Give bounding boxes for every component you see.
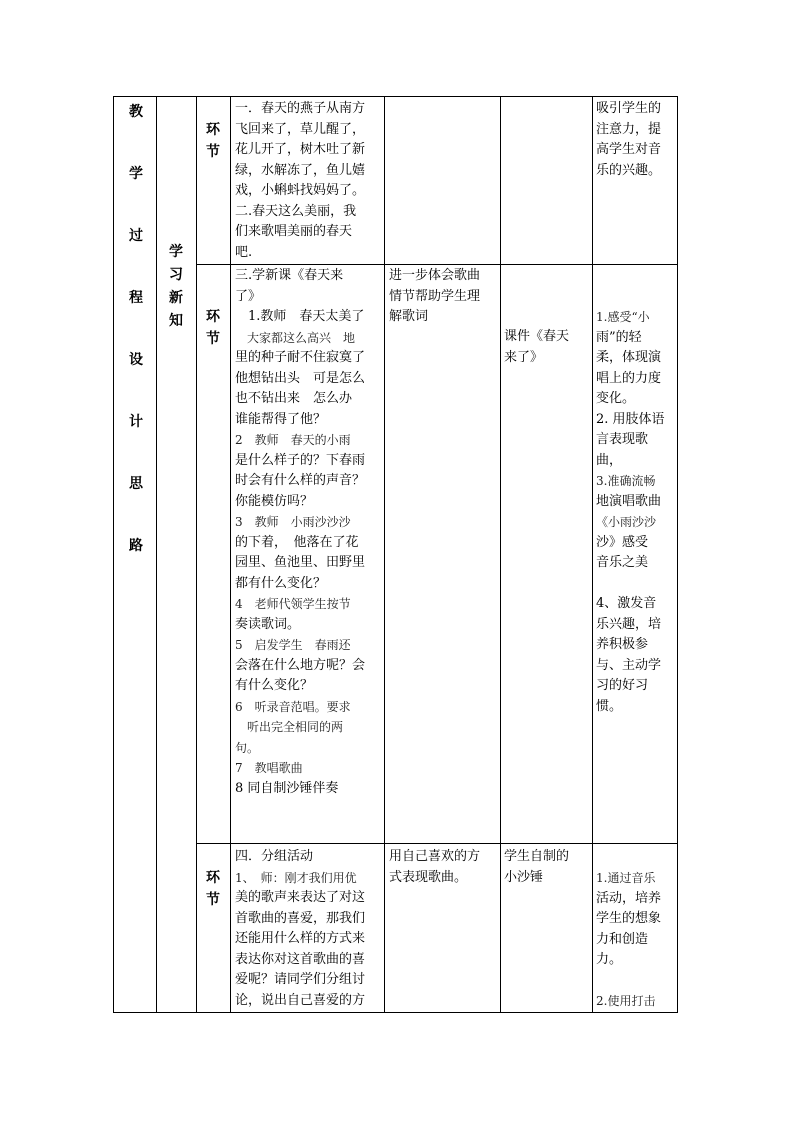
lesson-plan-table	[113, 96, 678, 1013]
stage-label	[193, 306, 233, 350]
text-line: 表达你对这首歌曲的喜	[235, 951, 366, 967]
label-char: 节	[206, 892, 220, 908]
design-intent	[596, 868, 678, 1012]
text-line: 三.学新课《春天来	[235, 268, 344, 283]
label-char: 学	[169, 244, 183, 260]
text-line: 都有什么变化？	[235, 575, 327, 591]
text-line: 2. 用肢体语	[596, 411, 665, 427]
text-line: 大家都这么高兴 地	[235, 330, 356, 345]
text-line: 吸引学生的	[596, 101, 662, 116]
design-intent	[596, 99, 678, 181]
text-line: 四．分组活动	[235, 849, 314, 864]
text-line: 注意力，提	[596, 121, 662, 137]
text-line: 你能模仿吗？	[235, 493, 314, 509]
teaching-content	[235, 266, 385, 799]
text-line: 式表现歌曲。	[389, 869, 468, 885]
process-design-label	[116, 101, 156, 597]
text-line: 2.使用打击	[596, 994, 656, 1008]
text-line: 一．春天的燕子从南方	[235, 101, 366, 116]
text-line: 首歌曲的喜爱，那我们	[235, 910, 366, 926]
teaching-content	[235, 99, 385, 263]
text-line: 的下着， 他落在了花	[235, 534, 359, 550]
row-divider	[196, 264, 677, 265]
label-char: 节	[206, 331, 220, 347]
text-line: 会落在什么地方呢？会	[235, 657, 366, 673]
text-line: 乐兴趣，培	[596, 616, 662, 632]
label-char: 环	[206, 870, 220, 886]
text-line: 1.感受“小	[596, 310, 650, 324]
text-line	[596, 971, 678, 992]
column-divider	[500, 97, 501, 1012]
text-line: 句。	[235, 740, 260, 755]
text-line: 了》	[235, 288, 262, 304]
label-char: 环	[206, 309, 220, 325]
text-line: 是什么样子的？下春雨	[235, 452, 366, 468]
teaching-content	[235, 847, 385, 1011]
section-label	[156, 241, 196, 333]
text-line: 变化。	[596, 391, 636, 406]
text-line: 活动，培养	[596, 890, 662, 906]
text-line: 乐的兴趣。	[596, 162, 662, 178]
row-divider	[196, 843, 677, 844]
text-line: 惯。	[596, 698, 623, 714]
text-line: 情节帮助学生理	[389, 288, 481, 304]
text-line: 7 教唱歌曲	[235, 761, 303, 775]
text-line: 4 老师代领学生按节	[235, 597, 351, 611]
text-line: 6 听录音范唱。要求	[235, 699, 351, 714]
text-line: 解歌词	[389, 309, 429, 324]
stage-label	[193, 867, 233, 911]
text-line: 绿，水解冻了，鱼儿嬉	[235, 162, 366, 178]
text-line: 也不钻出来 怎么办	[235, 391, 353, 406]
label-char: 教	[129, 104, 143, 120]
media	[504, 327, 590, 368]
label-char: 设	[129, 352, 143, 368]
media	[504, 847, 590, 888]
text-line: 学生的想象	[596, 911, 662, 926]
text-line: 进一步体会歌曲	[389, 268, 481, 283]
text-line: 柔，体现演	[596, 350, 662, 365]
text-line: 美的歌声来表达了对这	[235, 890, 366, 905]
text-line: 园里、鱼池里、田野里	[235, 555, 366, 570]
text-line: 3.准确流畅	[596, 474, 656, 488]
text-line: 与、主动学	[596, 657, 662, 673]
text-line: 用自己喜欢的方	[389, 849, 481, 864]
purpose	[389, 847, 499, 888]
text-line: 5 启发学生 春雨还	[235, 638, 351, 652]
label-char: 计	[129, 414, 143, 430]
text-line: 雨”的轻	[596, 329, 642, 345]
text-line	[596, 574, 678, 595]
text-line: 还能用什么样的方式来	[235, 931, 366, 946]
text-line: 8 同自制沙锤伴奏	[235, 780, 339, 796]
text-line: 他想钻出头 可是怎么	[235, 370, 366, 386]
text-line: 花儿开了，树木吐了新	[235, 142, 366, 157]
text-line: 戏，小蝌蚪找妈妈了。	[235, 183, 366, 198]
text-line: 养积极参	[596, 637, 649, 652]
text-line: 3 教师 小雨沙沙沙	[235, 515, 351, 529]
text-line: 言表现歌	[596, 432, 649, 447]
label-char: 节	[206, 144, 220, 160]
text-line: 吧.	[235, 244, 253, 260]
text-line: 学生自制的	[504, 849, 570, 864]
stage-label	[193, 119, 233, 163]
label-char: 程	[129, 290, 143, 306]
text-line: 听出完全相同的两	[235, 720, 344, 734]
label-char: 知	[169, 313, 183, 329]
design-intent	[596, 307, 678, 717]
text-line: 论，说出自己喜爱的方	[235, 992, 366, 1008]
text-line: 时会有什么样的声音？	[235, 473, 366, 488]
label-char: 习	[169, 267, 183, 283]
column-divider	[592, 97, 593, 1012]
text-line: 1、 师：刚才我们用优	[235, 870, 357, 885]
text-line: 们来歌唱美丽的春天	[235, 224, 353, 239]
text-line: 地演唱歌曲	[596, 493, 662, 509]
text-line: 力和创造	[596, 931, 649, 947]
text-line: 高学生对音	[596, 142, 662, 157]
text-line: 沙》感受	[596, 534, 649, 550]
text-line: 习的好习	[596, 678, 649, 693]
text-line: 二.春天这么美丽，我	[235, 203, 357, 219]
text-line: 音乐之美	[596, 555, 649, 570]
text-line: 力。	[596, 952, 623, 967]
text-line: 曲，	[596, 452, 623, 468]
text-line: 唱上的力度	[596, 370, 662, 386]
text-line: 里的种子耐不住寂寞了	[235, 350, 366, 365]
label-char: 新	[169, 290, 183, 306]
label-char: 路	[129, 538, 143, 554]
text-line: 有什么变化？	[235, 678, 314, 693]
text-line: 来了》	[504, 349, 544, 365]
label-char: 环	[206, 122, 220, 138]
purpose	[389, 266, 499, 328]
text-line: 《小雨沙沙	[596, 515, 657, 529]
text-line: 奏读歌词。	[235, 616, 301, 632]
text-line: 1.通过音乐	[596, 871, 656, 885]
column-divider	[156, 97, 157, 1012]
text-line: 1.教师 春天太美了	[235, 309, 365, 324]
text-line: 课件《春天	[504, 329, 570, 344]
text-line: 小沙锤	[504, 869, 544, 885]
text-line: 谁能帮得了他？	[235, 411, 327, 427]
label-char: 学	[129, 166, 143, 182]
text-line: 爱呢？请同学们分组讨	[235, 972, 366, 987]
label-char: 过	[129, 228, 143, 244]
text-line: 2 教师 春天的小雨	[235, 433, 351, 447]
label-char: 思	[129, 476, 143, 492]
text-line: 4、激发音	[596, 596, 657, 611]
text-line: 飞回来了，草儿醒了，	[235, 121, 366, 137]
